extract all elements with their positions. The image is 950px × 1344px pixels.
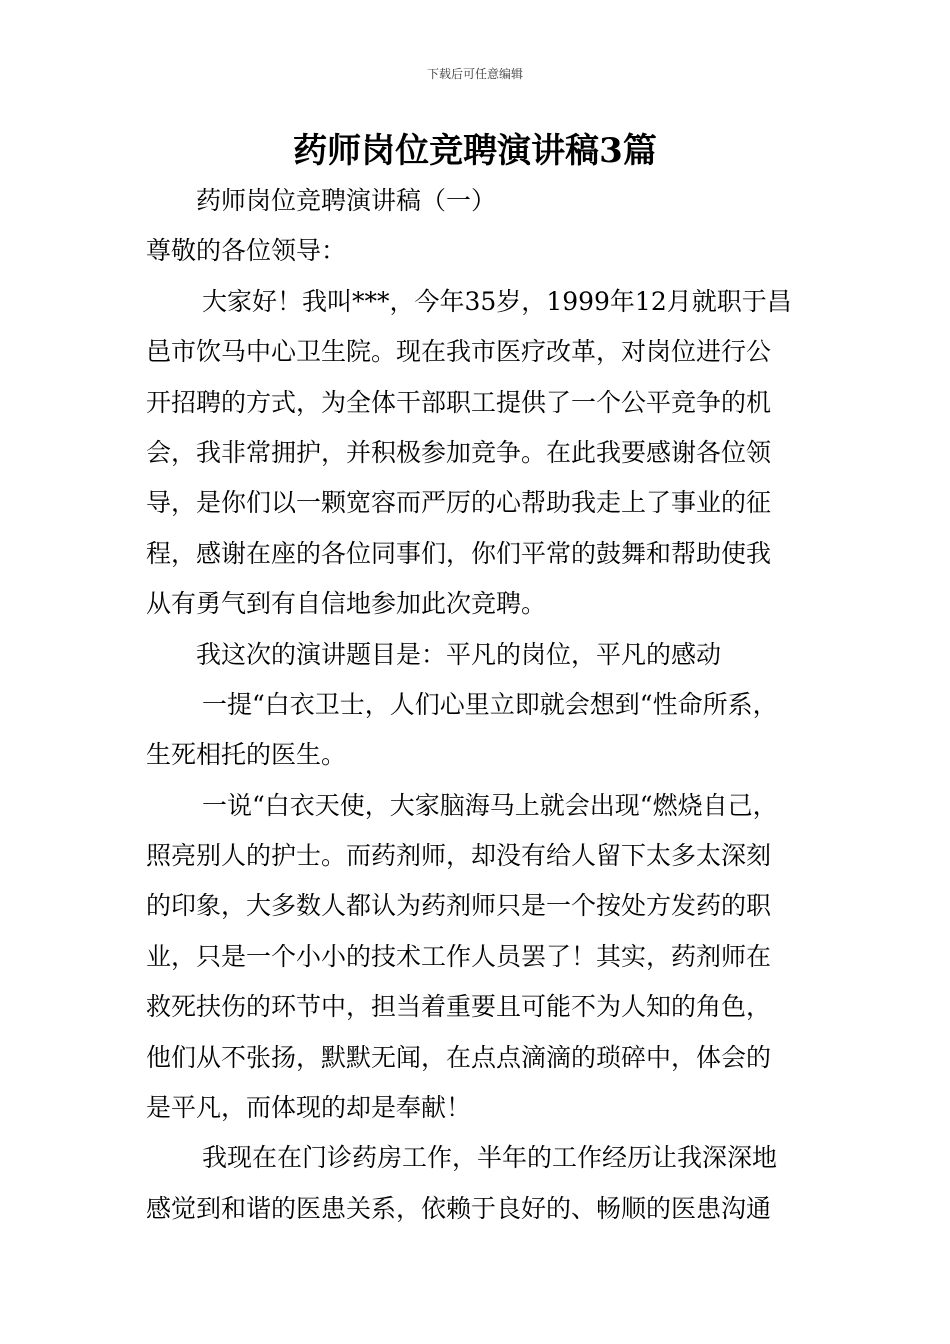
text-line: 生死相托的医生。 [146,740,347,770]
text-line: 的印象，大多数人都认为药剂师只是一个按处方发药的职 [146,891,772,921]
text-line: 他们从不张扬，默默无闻，在点点滴滴的琐碎中，体会的 [146,1042,772,1072]
text-line: 会，我非常拥护，并积极参加竞争。在此我要感谢各位领 [146,437,772,467]
text-line: 是平凡，而体现的却是奉献！ [146,1093,472,1123]
text-line: 开招聘的方式，为全体干部职工提供了一个公平竞争的机 [146,387,772,417]
header-note: 下载后可任意编辑 [426,67,523,81]
text-line: 大家好！我叫***，今年35岁，1999年12月就职于昌 [202,286,792,316]
text-line: 从有勇气到有自信地参加此次竞聘。 [146,589,547,619]
text-line: 感觉到和谐的医患关系，依赖于良好的、畅顺的医患沟通 [146,1193,772,1223]
text-line: 程，感谢在座的各位同事们，你们平常的鼓舞和帮助使我 [146,538,772,568]
text-line: 一提“白衣卫士，人们心里立即就会想到“性命所系， [202,689,778,719]
text-line: 邑市饮马中心卫生院。现在我市医疗改革，对岗位进行公 [146,337,772,367]
text-line: 我现在在门诊药房工作，半年的工作经历让我深深地 [202,1143,778,1173]
document-body [146,176,816,1234]
text-line: 我这次的演讲题目是：平凡的岗位，平凡的感动 [196,639,722,669]
text-line: 照亮别人的护士。而药剂师，却没有给人留下太多太深刻 [146,841,772,871]
text-line: 药师岗位竞聘演讲稿（一） [196,186,497,215]
text-line: 一说“白衣天使，大家脑海马上就会出现“燃烧自己， [202,790,778,820]
text-line: 导，是你们以一颗宽容而严厉的心帮助我走上了事业的征 [146,488,772,518]
text-line: 尊敬的各位领导： [146,236,347,266]
document-title: 药师岗位竞聘演讲稿3篇 [293,131,657,171]
text-line: 救死扶伤的环节中，担当着重要且可能不为人知的角色， [146,992,772,1022]
text-line: 业，只是一个小小的技术工作人员罢了！其实，药剂师在 [146,941,772,971]
